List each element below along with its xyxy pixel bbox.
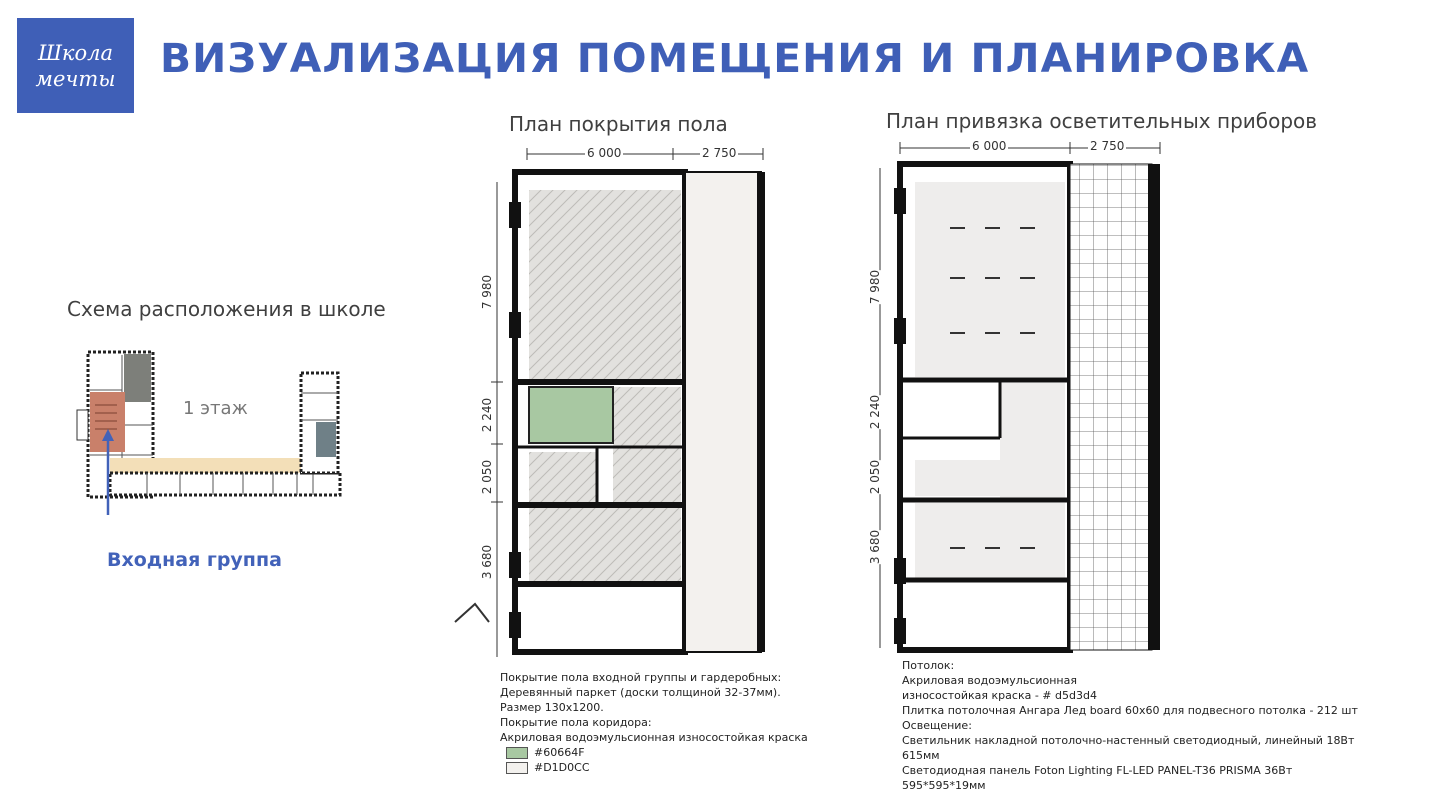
floor-dim-left-1: 7 980 [480,274,495,310]
light-dim-top-2: 2 750 [1090,139,1125,153]
lighting-note: Плитка потолочная Ангара Лед board 60х60 для подвесного потолка - 212 шт [902,704,1358,717]
room-teal [316,422,336,457]
light-dim-top-1: 6 000 [972,139,1007,153]
ceiling-tiles-corridor [1070,164,1152,650]
school-scheme-title: Схема расположения в школе [67,297,386,321]
light-dim-left-2: 2 240 [868,394,883,430]
floor-dim-top-1: 6 000 [587,146,622,160]
logo-line-2: мечты [35,66,116,91]
lighting-note: Освещение: [902,719,972,732]
parquet-area-bottom [529,508,681,582]
floor-dim-left-3: 2 050 [480,459,495,495]
floor-covering-plan [445,142,785,662]
parquet-area-top [529,190,681,380]
lighting-plan [870,138,1170,653]
floor-note: Акриловая водоэмульсионная износостойкая краска [500,731,808,744]
floor-plan-notes [500,670,808,775]
ceiling-room-bottom [915,503,1065,578]
swatch-light-label: #D1D0CC [534,761,590,774]
floor-dim-top-2: 2 750 [702,146,737,160]
light-dim-left-3: 2 050 [868,459,883,495]
legend-swatch-row [506,760,808,775]
lighting-note: 615мм [902,749,940,762]
lighting-note: Светодиодная панель Foton Lighting FL-LED PANEL-T36 PRISMA 36Вт [902,764,1293,777]
school-logo [17,18,134,113]
lighting-plan-title: План привязка осветительных приборов [886,109,1318,133]
swatch-green [506,747,528,759]
floor-plan-title: План покрытия пола [509,112,728,136]
floor-note: Покрытие пола коридора: [500,716,652,729]
floor-label: 1 этаж [183,398,248,419]
swatch-green-label: #60664F [534,746,585,759]
lighting-note: Потолок: [902,659,955,672]
floor-dim-left-4: 3 680 [480,544,495,580]
floor-note: Покрытие пола входной группы и гардеробных: [500,671,782,684]
light-dim-left-1: 7 980 [868,269,883,305]
corridor-area [685,172,761,652]
logo-line-1: Школа [37,40,114,65]
room-gray [124,354,151,402]
lighting-note: Светильник накладной потолочно-настенный светодиодный, линейный 18Вт [902,734,1355,747]
lighting-note: износостойкая краска - # d5d3d4 [902,689,1097,702]
legend-swatch-row [506,745,808,760]
entry-group-label: Входная группа [107,549,282,571]
floor-note: Деревянный паркет (доски толщиной 32-37мм). [500,686,781,699]
page-title: ВИЗУАЛИЗАЦИЯ ПОМЕЩЕНИЯ И ПЛАНИРОВКА [160,36,1310,82]
floor-dim-left-2: 2 240 [480,397,495,433]
swatch-light [506,762,528,774]
wardrobe-green [529,387,613,443]
lighting-note: 595*595*19мм [902,779,986,792]
school-floor-scheme [75,345,345,565]
lighting-note: Акриловая водоэмульсионная [902,674,1077,687]
ceiling-room-top [915,182,1065,377]
corridor-highlight [110,458,310,473]
floor-note: Размер 130х1200. [500,701,604,714]
light-dim-left-4: 3 680 [868,529,883,565]
lighting-plan-notes [902,658,1358,793]
